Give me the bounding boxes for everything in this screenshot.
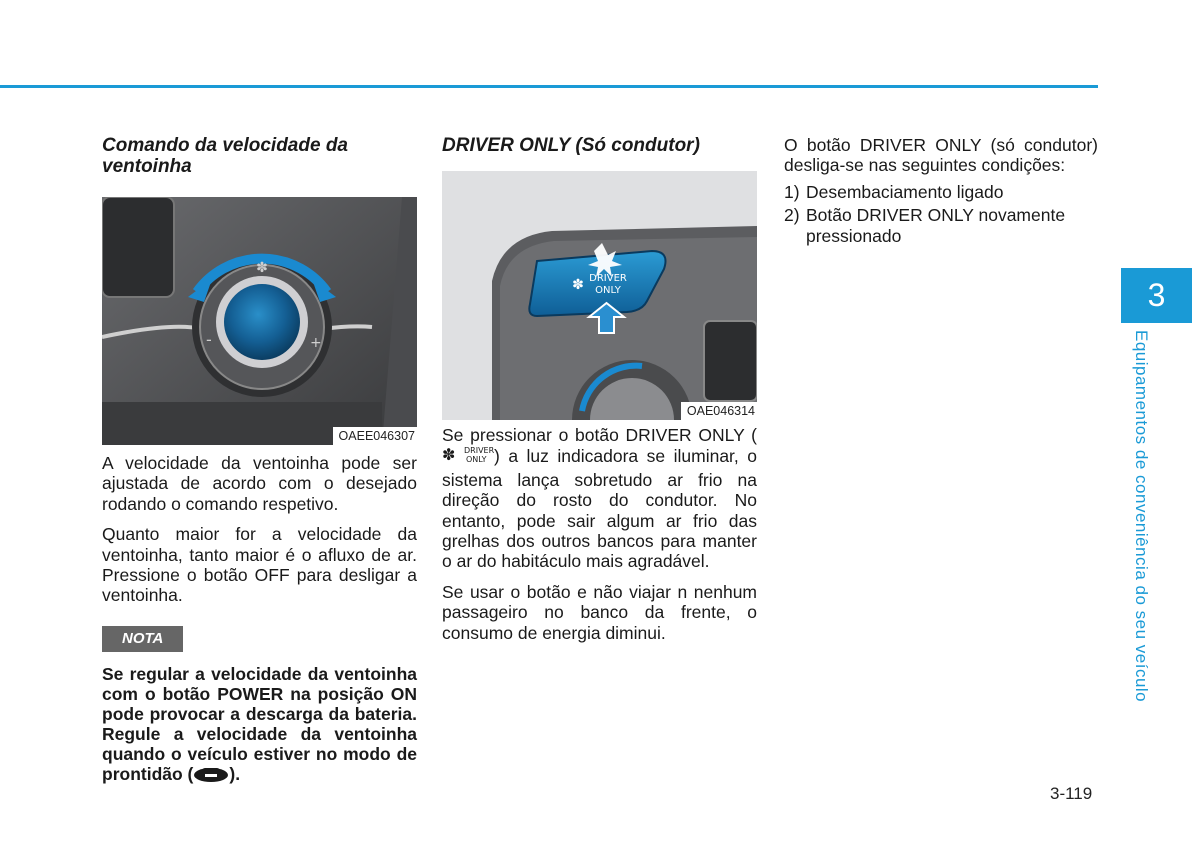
svg-text:✽: ✽ <box>442 445 456 465</box>
note-body: Se regular a velocidade da ventoinha com o botão POWER na posição ON pode provocar a descarga da bateria. Regule a velocidade da ventoinha quando o veículo estiver no modo de prontidão ( <box>102 664 417 785</box>
driver-para-1-b: ) a luz indicadora se iluminar, o sistema lança sobretudo ar frio na direção do rosto do condutor. No entanto, pode sair algum ar frio das grelhas dos outros bancos para manter o ar do habitáculo mais agradável. <box>442 446 757 572</box>
svg-text:DRIVER: DRIVER <box>464 446 494 456</box>
page-number: 3-119 <box>1050 784 1093 803</box>
top-rule <box>0 85 1098 88</box>
fan-speed-knob-figure <box>102 197 417 445</box>
off-conditions-para: O botão DRIVER ONLY (só condutor) desliga-se nas seguintes condições: <box>784 135 1098 176</box>
list-item <box>784 205 1098 246</box>
driver-para-1 <box>442 425 757 572</box>
column-fan-speed <box>102 135 417 787</box>
svg-text:✽: ✽ <box>572 277 584 293</box>
driver-only-inline-icon <box>442 445 494 469</box>
svg-text:ONLY: ONLY <box>595 285 621 296</box>
figure-code: OAE046314 <box>681 402 757 420</box>
section-heading: Comando da velocidade da ventoinha <box>102 135 348 177</box>
note-text <box>102 664 417 786</box>
svg-text:ONLY: ONLY <box>466 455 487 465</box>
section-heading: DRIVER ONLY (Só condutor) <box>442 135 700 156</box>
driver-only-button-figure <box>442 171 757 420</box>
driver-only-illustration <box>442 171 757 420</box>
list-num: 1) <box>784 181 800 202</box>
figure-code: OAEE046307 <box>333 427 417 445</box>
list-num: 2) <box>784 205 800 226</box>
note-end: ). <box>229 764 241 785</box>
ready-mode-icon <box>193 765 229 787</box>
fan-knob-illustration <box>102 197 417 445</box>
column-driver-only-off <box>784 135 1098 249</box>
driver-para-1-a: Se pressionar o botão DRIVER ONLY ( <box>442 425 757 445</box>
driver-para-2: Se usar o botão e não viajar n nenhum passageiro no banco da frente, o consumo de energia diminui. <box>442 581 757 643</box>
svg-text:+: + <box>310 335 322 351</box>
list-text: Botão DRIVER ONLY novamente pressionado <box>806 205 1066 246</box>
svg-text:DRIVER: DRIVER <box>589 273 627 284</box>
chapter-tab: 3 <box>1121 268 1192 323</box>
chapter-title: Equipamentos de conveniência do seu veículo <box>1132 330 1151 703</box>
svg-text:-: - <box>206 330 212 349</box>
svg-text:✽: ✽ <box>256 260 268 276</box>
list-item <box>784 182 1098 202</box>
fan-para-1: A velocidade da ventoinha pode ser ajustada de acordo com o desejado rodando o comando respetivo. <box>102 453 417 514</box>
note-badge: NOTA <box>102 626 183 652</box>
fan-para-2: Quanto maior for a velocidade da ventoinha, tanto maior é o afluxo de ar. Pressione o botão OFF para desligar a ventoinha. <box>102 524 417 606</box>
list-text: Desembaciamento ligado <box>806 181 1004 202</box>
column-driver-only <box>442 135 757 653</box>
